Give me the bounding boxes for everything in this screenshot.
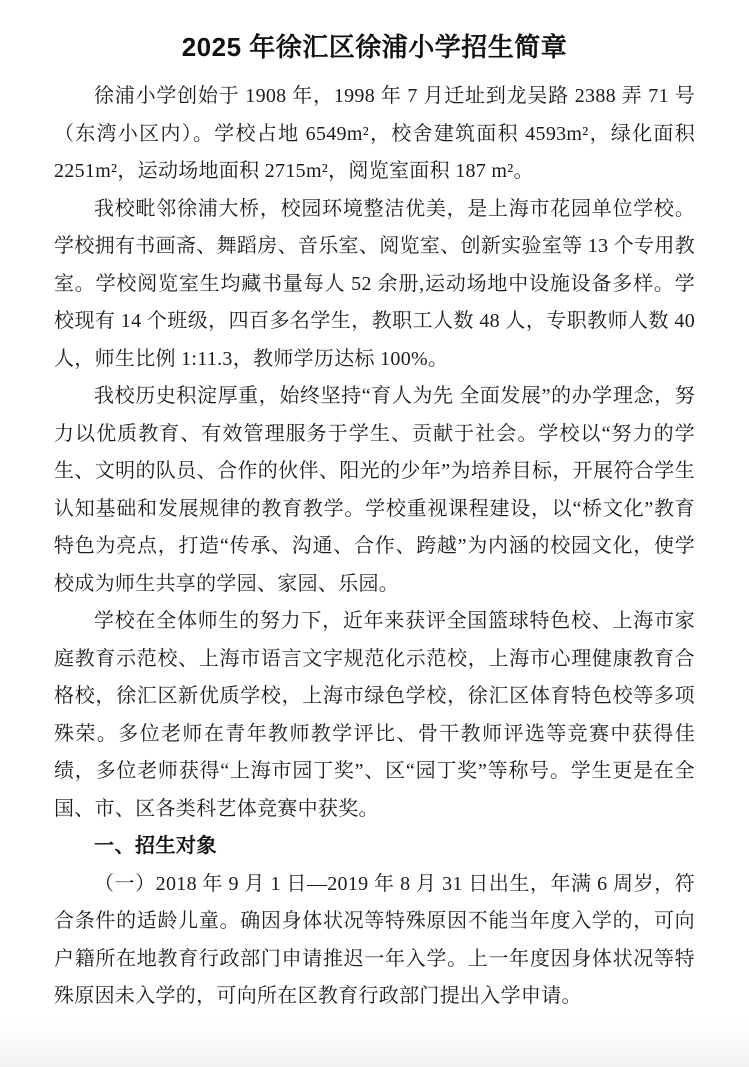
paragraph-school-honors: 学校在全体师生的努力下，近年来获评全国篮球特色校、上海市家庭教育示范校、上海市语言文字规范化示范校，上海市心理健康教育合格校，徐汇区新优质学校，上海市绿色学校，徐汇区体育特色校等多项殊荣。多位老师在青年教师教学评比、骨干教师评选等竞赛中获得佳绩，多位老师获得“上海市园丁奖”、区“园丁奖”等称号。学生更是在全国、市、区各类科艺体竞赛中获奖。	[54, 610, 695, 820]
page-bottom-fade	[0, 1019, 749, 1067]
paragraph-school-facilities: 我校毗邻徐浦大桥，校园环境整洁优美，是上海市花园单位学校。学校拥有书画斋、舞蹈房、音乐室、阅览室、创新实验室等 13 个专用教室。学校阅览室生均藏书量每人 52 余册,运动场地中设施设备多样。学校现有 14 个班级，四百多名学生，教职工人数 48 人，专职教师人数 40 人，师生比例 1:11.3，教师学历达标 100%。	[54, 197, 695, 370]
document-title: 2025 年徐汇区徐浦小学招生简章	[181, 32, 568, 62]
paragraph-school-philosophy: 我校历史积淀厚重，始终坚持“育人为先 全面发展”的办学理念，努力以优质教育、有效管理服务于学生、贡献于社会。学校以“努力的学生、文明的队员、合作的伙伴、阳光的少年”为培养目标，开展符合学生认知基础和发展规律的教育教学。学校重视课程建设，以“桥文化”教育特色为亮点，打造“传承、沟通、合作、跨越”为内涵的校园文化，使学校成为师生共享的学园、家园、乐园。	[54, 385, 695, 595]
paragraph-school-history: 徐浦小学创始于 1908 年，1998 年 7 月迁址到龙吴路 2388 弄 71 号（东湾小区内）。学校占地 6549m²，校舍建筑面积 4593m²，绿化面积 2251m²，运动场地面积 2715m²，阅览室面积 187 m²。	[54, 85, 695, 182]
section-heading-enrollment-targets: 一、招生对象	[94, 835, 217, 857]
paragraph-enrollment-eligibility: （一）2018 年 9 月 1 日—2019 年 8 月 31 日出生，年满 6 周岁，符合条件的适龄儿童。确因身体状况等特殊原因不能当年度入学的，可向户籍所在地教育行政部门申请推迟一年入学。上一年度因身体状况等特殊原因未入学的，可向所在区教育行政部门提出入学申请。	[54, 872, 695, 1007]
